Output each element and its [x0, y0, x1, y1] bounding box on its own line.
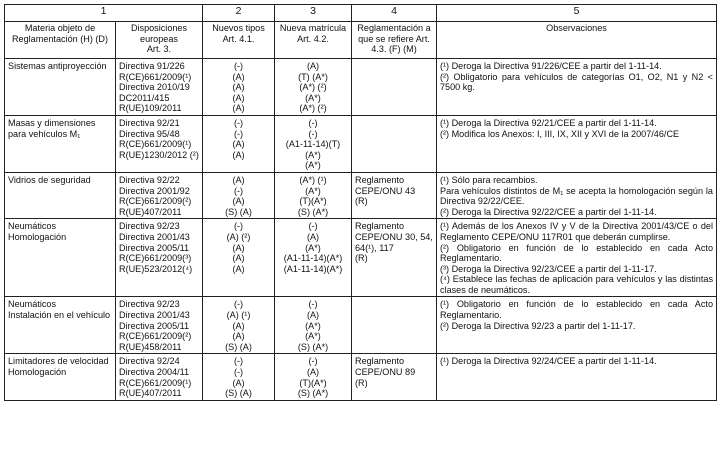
cell-reglamentacion	[352, 115, 437, 172]
cell-observaciones: (¹) Sólo para recambios. Para vehículos distintos de M₁ se acepta la homologación según la Directiva 92/22/CEE. (²) Deroga la Directiva 92/22/CEE a partir del 1-11-14.	[437, 172, 717, 218]
cell-observaciones: (¹) Deroga la Directiva 92/21/CEE a partir del 1-11-14. (²) Modifica los Anexos: I, III, IX, XII y XVI de la 2007/46/CE	[437, 115, 717, 172]
cell-nuevos-tipos: (A) (-) (A) (S) (A)	[203, 172, 275, 218]
cell-nuevos-tipos: (-) (-) (A) (S) (A)	[203, 354, 275, 400]
table-row	[5, 354, 717, 400]
cell-nueva-matricula: (A) (T) (A*) (A*) (²) (A*) (A*) (²)	[275, 59, 352, 116]
cell-nueva-matricula: (-) (A) (A*) (A*) (S) (A*)	[275, 297, 352, 354]
header-nueva-matricula: Nueva matrícula Art. 4.2.	[275, 22, 352, 59]
cell-disposiciones: Directiva 92/23 Directiva 2001/43 Directiva 2005/11 R(CE)661/2009(³) R(UE)523/2012(⁴)	[116, 219, 203, 297]
cell-observaciones: (¹) Deroga la Directiva 92/24/CEE a partir del 1-11-14.	[437, 354, 717, 400]
cell-materia: Limitadores de velocidad Homologación	[5, 354, 116, 400]
cell-materia: Neumáticos Homologación	[5, 219, 116, 297]
header-observaciones: Observaciones	[437, 22, 717, 59]
column-number-1: 1	[5, 5, 203, 22]
column-number-4: 4	[352, 5, 437, 22]
cell-nueva-matricula: (-) (-) (A1-11-14)(T) (A*) (A*)	[275, 115, 352, 172]
cell-materia: Neumáticos Instalación en el vehículo	[5, 297, 116, 354]
column-number-row	[5, 5, 717, 22]
cell-nueva-matricula: (-) (A) (A*) (A1-11-14)(A*) (A1-11-14)(A*)	[275, 219, 352, 297]
header-nuevos-tipos: Nuevos tipos Art. 4.1.	[203, 22, 275, 59]
column-number-2: 2	[203, 5, 275, 22]
cell-observaciones: (¹) Además de los Anexos IV y V de la Directiva 2001/43/CE o del Reglamento CEPE/ONU 117R01 que deberán cumplirse. (²) Obligatorio en función de lo establecido en cada Acto Reglamentario. (³) Deroga la Directiva 92/23/CEE a partir del 1-11-17. (⁴) Establece las fechas de aplicación para vehículos y las distintas clases de neumáticos.	[437, 219, 717, 297]
cell-disposiciones: Directiva 92/21 Directiva 95/48 R(CE)661/2009(¹) R(UE)1230/2012 (²)	[116, 115, 203, 172]
table-row	[5, 59, 717, 116]
header-materia: Materia objeto de Reglamentación (H) (D)	[5, 22, 116, 59]
cell-nueva-matricula: (A*) (¹) (A*) (T)(A*) (S) (A*)	[275, 172, 352, 218]
cell-nuevos-tipos: (-) (A) (¹) (A) (A) (S) (A)	[203, 297, 275, 354]
column-header-row	[5, 22, 717, 59]
cell-disposiciones: Directiva 92/24 Directiva 2004/11 R(CE)661/2009(¹) R(UE)407/2011	[116, 354, 203, 400]
table-row	[5, 172, 717, 218]
header-disposiciones: Disposiciones europeas Art. 3.	[116, 22, 203, 59]
cell-reglamentacion	[352, 59, 437, 116]
cell-reglamentacion	[352, 297, 437, 354]
cell-reglamentacion: Reglamento CEPE/ONU 43 (R)	[352, 172, 437, 218]
column-number-5: 5	[437, 5, 717, 22]
cell-nuevos-tipos: (-) (-) (A) (A)	[203, 115, 275, 172]
cell-nuevos-tipos: (-) (A) (A) (A) (A)	[203, 59, 275, 116]
cell-nuevos-tipos: (-) (A) (²) (A) (A) (A)	[203, 219, 275, 297]
cell-disposiciones: Directiva 91/226 R(CE)661/2009(¹) Directiva 2010/19 DC2011/415 R(UE)109/2011	[116, 59, 203, 116]
table-row	[5, 219, 717, 297]
cell-materia: Sistemas antiproyección	[5, 59, 116, 116]
table-row	[5, 297, 717, 354]
cell-observaciones: (¹) Deroga la Directiva 91/226/CEE a partir del 1-11-14. (²) Obligatorio para vehículos de categorías O1, O2, N1 y N2 < 7500 kg.	[437, 59, 717, 116]
cell-disposiciones: Directiva 92/23 Directiva 2001/43 Directiva 2005/11 R(CE)661/2009(²) R(UE)458/2011	[116, 297, 203, 354]
cell-nueva-matricula: (-) (A) (T)(A*) (S) (A*)	[275, 354, 352, 400]
cell-materia: Vidrios de seguridad	[5, 172, 116, 218]
regulation-table	[4, 4, 717, 401]
cell-observaciones: (¹) Obligatorio en función de lo establecido en cada Acto Reglamentario. (²) Deroga la Directiva 92/23 a partir del 1-11-17.	[437, 297, 717, 354]
table-row	[5, 115, 717, 172]
cell-disposiciones: Directiva 92/22 Directiva 2001/92 R(CE)661/2009(²) R(UE)407/2011	[116, 172, 203, 218]
column-number-3: 3	[275, 5, 352, 22]
cell-materia: Masas y dimensiones para vehículos M₁	[5, 115, 116, 172]
cell-reglamentacion: Reglamento CEPE/ONU 89 (R)	[352, 354, 437, 400]
header-reglamentacion: Reglamentación a que se refiere Art. 4.3. (F) (M)	[352, 22, 437, 59]
cell-reglamentacion: Reglamento CEPE/ONU 30, 54, 64(¹), 117 (R)	[352, 219, 437, 297]
